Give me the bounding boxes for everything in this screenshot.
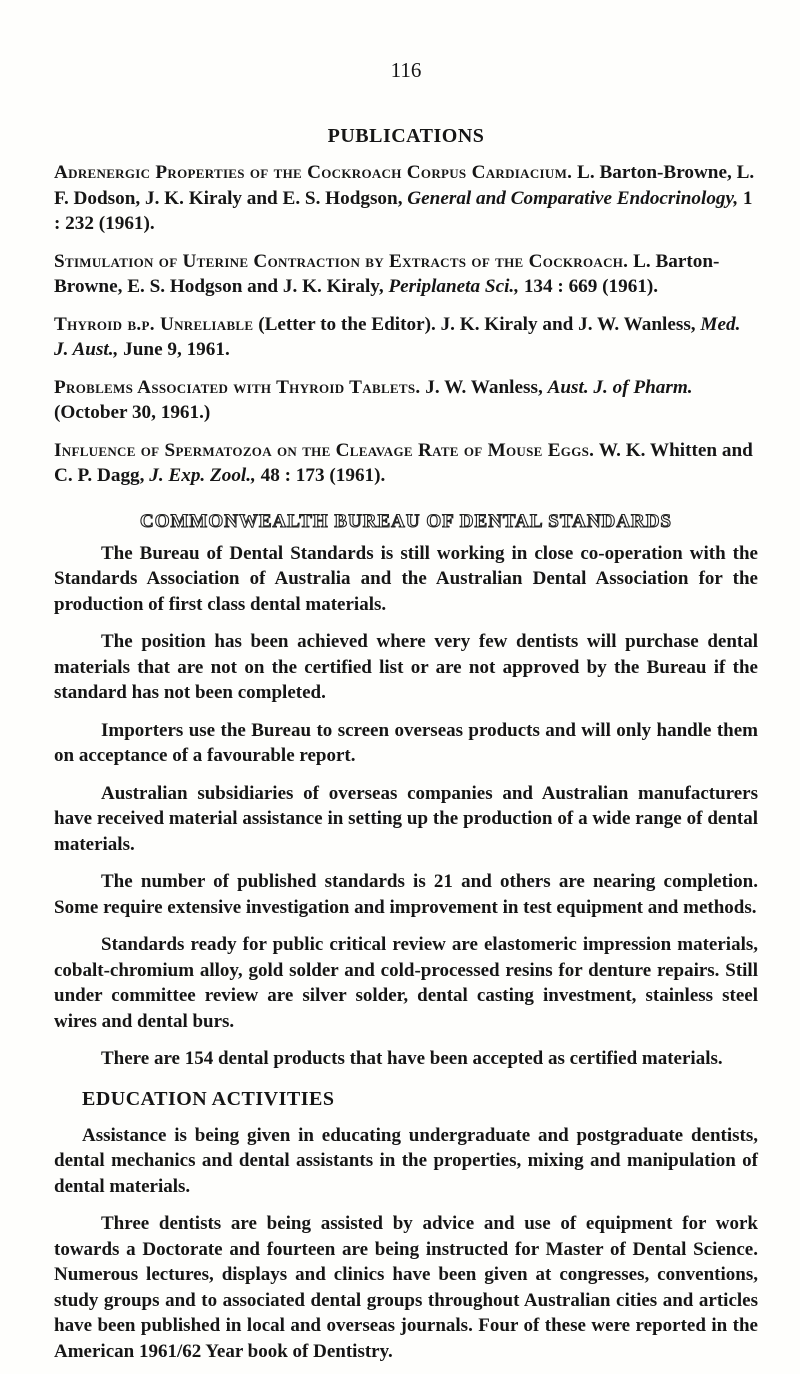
publication-authors: (Letter to the Editor). J. K. Kiraly and J. W. Wanless, [253, 313, 701, 335]
publication-reference: 1 : 232 (1961). [54, 187, 753, 234]
publication-reference: June 9, 1961. [118, 339, 230, 360]
publications-heading: PUBLICATIONS [327, 125, 485, 147]
bureau-paragraph: Australian subsidiaries of overseas companies and Australian manufacturers have received material assistance in setting up the production of a wide range of dental materials. [54, 782, 758, 855]
publication-title: Adrenergic Properties of the Cockroach Corpus Cardiacium. [54, 162, 573, 183]
publication-entry [54, 312, 758, 363]
publication-authors: W. K. Whitten and C. P. Dagg, [54, 439, 753, 486]
bureau-paragraph: There are 154 dental products that have been accepted as certified materials. [101, 1048, 723, 1069]
publication-authors: J. W. Wanless, [420, 376, 548, 398]
publication-title: Stimulation of Uterine Contraction by Extracts of the Cockroach. [54, 250, 629, 272]
publication-entry [54, 375, 758, 426]
bureau-paragraph: The Bureau of Dental Standards is still working in close co-operation with the Standards Association of Australia and the Australian Dental Association for the production of first class dental materials. [54, 542, 758, 615]
education-heading: EDUCATION ACTIVITIES [82, 1087, 335, 1110]
bureau-heading: COMMONWEALTH BUREAU OF DENTAL STANDARDS [140, 510, 672, 532]
publication-journal: Aust. J. of Pharm. [547, 376, 693, 398]
publication-journal: General and Comparative Endocrinology, [407, 187, 739, 209]
publication-reference: (October 30, 1961.) [54, 402, 211, 423]
publication-journal: J. Exp. Zool., [149, 465, 256, 486]
page-number: 116 [390, 58, 422, 82]
bureau-paragraph: Standards ready for public critical review are elastomeric impression materials, cobalt-chromium alloy, gold solder and cold-processed resins for denture repairs. Still under committee review are silver solder, dental casting investment, stainless steel wires and dental burs. [54, 934, 758, 1032]
education-paragraph: Assistance is being given in educating undergraduate and postgraduate dentists, dental mechanics and dental assistants in the properties, mixing and manipulation of dental materials. [54, 1124, 758, 1197]
publication-title: Problems Associated with Thyroid Tablets. [54, 376, 421, 398]
bureau-paragraph: The number of published standards is 21 and others are nearing completion. Some require extensive investigation and improvement in test equipment and methods. [54, 871, 758, 918]
bureau-paragraph: Importers use the Bureau to screen overseas products and will only handle them on acceptance of a favourable report. [54, 719, 758, 766]
publication-reference: 48 : 173 (1961). [255, 465, 386, 486]
publication-title: Thyroid b.p. Unreliable [54, 313, 254, 335]
publication-title: Influence of Spermatozoa on the Cleavage Rate of Mouse Eggs. [54, 439, 595, 461]
publication-entry [54, 249, 758, 300]
publication-authors: L. Barton-Browne, L. F. Dodson, J. K. Kiraly and E. S. Hodgson, [54, 162, 755, 209]
publication-entry [54, 438, 758, 489]
publication-journal: Med. J. Aust., [54, 313, 741, 360]
publication-authors: L. Barton-Browne, E. S. Hodgson and J. K. Kiraly, [54, 250, 720, 297]
bureau-paragraph: The position has been achieved where very few dentists will purchase dental materials that are not on the certified list or are not approved by the Bureau if the standard has not been completed. [54, 631, 758, 703]
publication-reference: 134 : 669 (1961). [519, 276, 659, 297]
publication-journal: Periplaneta Sci., [388, 276, 520, 297]
education-paragraph: Three dentists are being assisted by advice and use of equipment for work towards a Doctorate and fourteen are being instructed for Master of Dental Science. Numerous lectures, displays and clinics have been given at congresses, conventions, study groups and to associated dental groups throughout Australian cities and articles have been published in local and overseas journals. Four of these were reported in the American 1961/62 Year book of Dentistry. [54, 1213, 758, 1362]
publication-entry [54, 160, 758, 237]
